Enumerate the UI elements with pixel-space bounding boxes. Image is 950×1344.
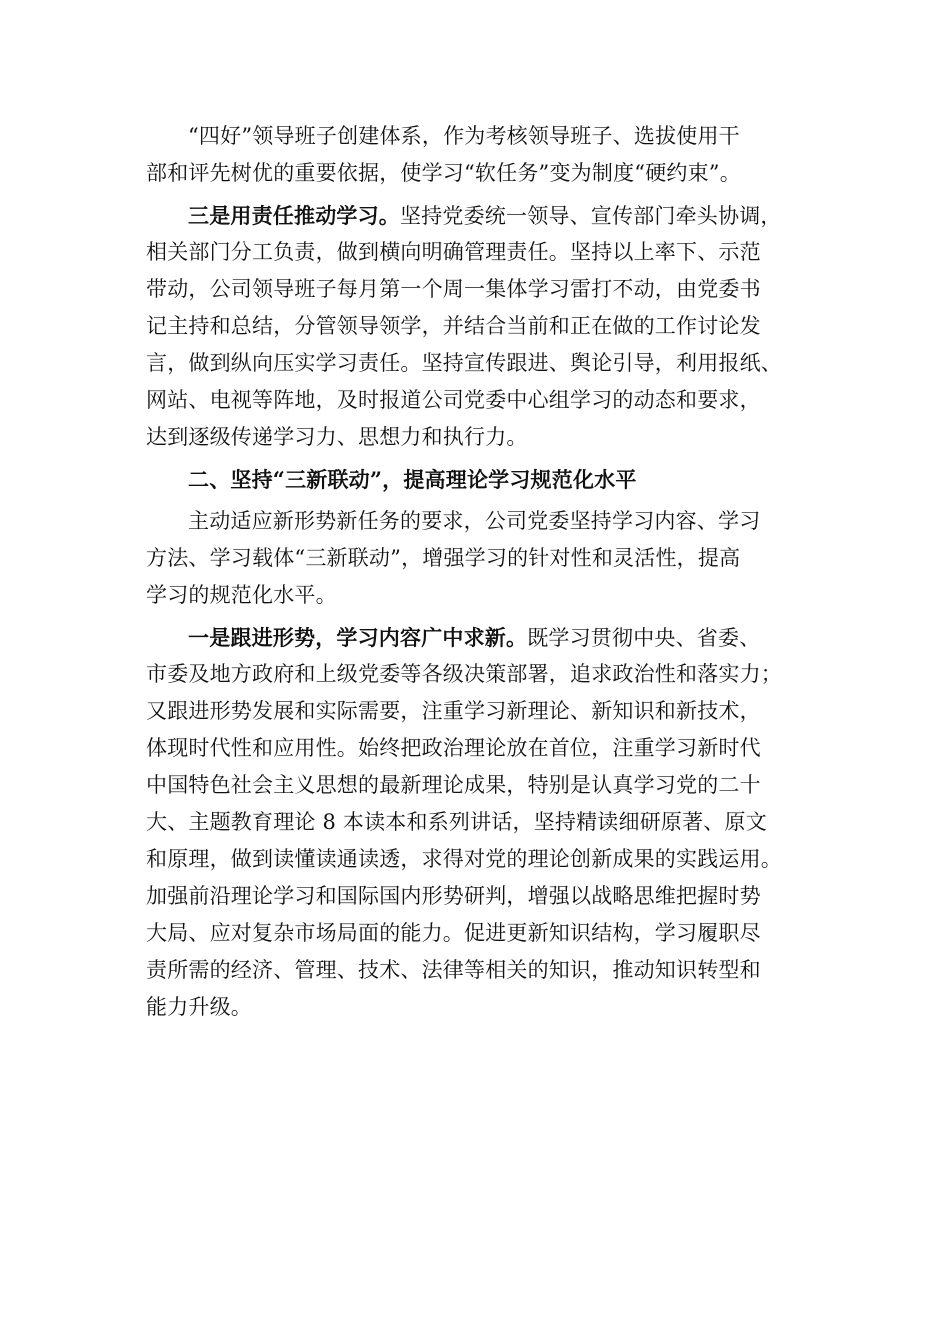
text-line: 网站、电视等阵地，及时报道公司党委中心组学习的动态和要求， — [146, 388, 761, 412]
text-line: 责所需的经济、管理、技术、法律等相关的知识，推动知识转型和 — [146, 958, 761, 982]
text-line — [146, 619, 818, 656]
text-line: “四好”领导班子创建体系，作为考核领导班子、选拔使用干 — [188, 124, 740, 148]
heading-line: 二、坚持“三新联动”，提高理论学习规范化水平 — [188, 467, 637, 492]
text-line: 相关部门分工负责，做到横向明确管理责任。坚持以上率下、示范 — [146, 240, 761, 264]
paragraph — [146, 197, 818, 456]
paragraph — [146, 503, 818, 614]
text-line: 能力升级。 — [146, 995, 252, 1019]
text-line: 又跟进形势发展和实际需要，注重学习新理论、新知识和新技术， — [146, 699, 761, 723]
text-line: 方法、学习载体“三新联动”，增强学习的针对性和灵活性，提高 — [146, 546, 741, 570]
text-line: 加强前沿理论学习和国际国内形势研判，增强以战略思维把握时势 — [146, 884, 761, 908]
lead-heading: 三是用责任推动学习。 — [188, 203, 400, 228]
document-body — [146, 118, 818, 1026]
lead-heading: 一是跟进形势，学习内容广中求新。 — [188, 625, 528, 650]
text-line: 主动适应新形势新任务的要求，公司党委坚持学习内容、学习 — [188, 509, 761, 533]
text-line: 大、主题教育理论 8 本读本和系列讲话，坚持精读细研原著、原文 — [146, 810, 767, 834]
text-line: 大局、应对复杂市场局面的能力。促进更新知识结构，学习履职尽 — [146, 921, 761, 945]
text-line: 体现时代性和应用性。始终把政治理论放在首位，注重学习新时代 — [146, 736, 761, 760]
text-line: 部和评先树优的重要依据，使学习“软任务”变为制度“硬约束”。 — [146, 161, 741, 185]
text-line: 达到逐级传递学习力、思想力和执行力。 — [146, 425, 528, 449]
text-line: 带动，公司领导班子每月第一个周一集体学习雷打不动，由党委书 — [146, 277, 761, 301]
section-heading — [146, 461, 818, 498]
text-line: 中国特色社会主义思想的最新理论成果，特别是认真学习党的二十 — [146, 773, 761, 797]
text-line: 和原理，做到读懂读通读透，求得对党的理论创新成果的实践运用。 — [146, 847, 782, 871]
text-line: 市委及地方政府和上级党委等各级决策部署，追求政治性和落实力； — [146, 662, 782, 686]
text-line: 言，做到纵向压实学习责任。坚持宣传跟进、舆论引导，利用报纸、 — [146, 351, 782, 375]
text-line: 学习的规范化水平。 — [146, 583, 337, 607]
text-line: 记主持和总结，分管领导领学，并结合当前和正在做的工作讨论发 — [146, 314, 761, 338]
paragraph — [146, 118, 818, 192]
text-run: 既学习贯彻中央、省委、 — [527, 626, 761, 650]
text-run: 坚持党委统一领导、宣传部门牵头协调， — [400, 204, 782, 228]
paragraph — [146, 619, 818, 1026]
text-line — [146, 197, 818, 234]
